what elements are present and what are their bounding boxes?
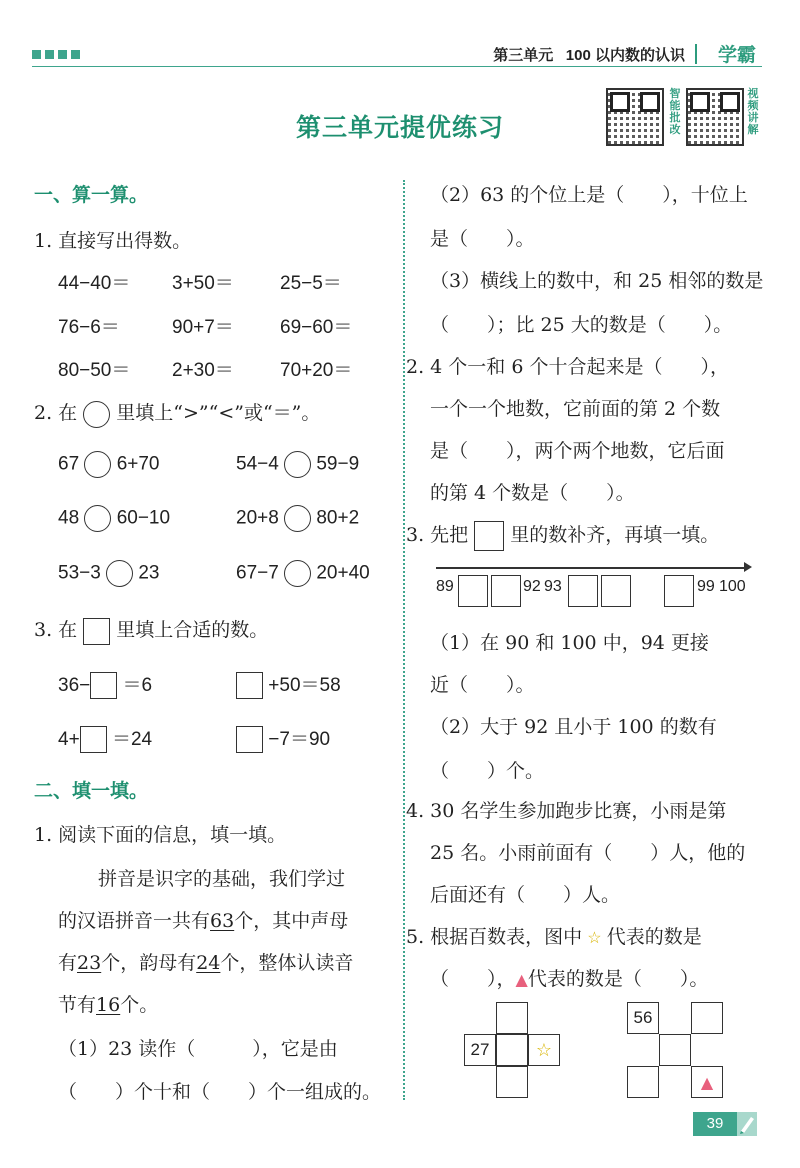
- grid-cell: [659, 1034, 691, 1066]
- header-square: [45, 50, 54, 59]
- q2-post: 里填上“>”“<”或“＝”。: [116, 402, 321, 424]
- grid-cell-label: 56: [627, 1002, 659, 1034]
- number-label: 92: [523, 578, 541, 595]
- grid-cell-label: 27: [464, 1034, 496, 1066]
- calc-item: 44−40＝: [58, 273, 131, 294]
- grid-cell: [627, 1066, 659, 1098]
- compare-item: 54−4 59−9: [236, 451, 359, 478]
- answer-box[interactable]: [236, 726, 263, 753]
- q5-line: （ ），▲代表的数是（ ）。: [430, 968, 709, 990]
- section-heading-1: 一、算一算。: [34, 185, 149, 206]
- sub-question: 近（ ）。: [430, 674, 535, 696]
- grid-cell: [496, 1002, 528, 1034]
- number-blank[interactable]: [601, 575, 631, 607]
- page-number: 39: [693, 1112, 737, 1136]
- qr-label-right: 视频讲解: [747, 88, 759, 136]
- q1-title: 1. 直接写出得数。: [34, 230, 192, 252]
- sub-question: （1）在 90 和 100 中，94 更接: [430, 632, 709, 654]
- q3-number-line-instruction: 3. 先把 里的数补齐，再填一填。: [406, 520, 719, 551]
- page-title: 第三单元提优练习: [295, 114, 504, 142]
- number-line: [436, 567, 748, 569]
- q4-line: 后面还有（ ）人。: [430, 884, 621, 906]
- section-heading-2: 二、填一填。: [34, 781, 149, 802]
- reading-line: 节有16个。: [58, 994, 159, 1016]
- q4-line: 4. 30 名学生参加跑步比赛，小雨是第: [406, 800, 727, 822]
- number-label: 100: [719, 578, 746, 595]
- star-icon: ☆: [535, 1039, 553, 1061]
- number-label: 93: [544, 578, 562, 595]
- triangle-icon: ▲: [700, 1072, 714, 1092]
- q3-pre: 3. 在: [34, 619, 78, 641]
- compare-item: 67 6+70: [58, 451, 160, 478]
- star-icon: ☆: [582, 928, 607, 947]
- reading-line: 拼音是识字的基础，我们学过: [98, 868, 346, 890]
- calc-item: 2+30＝: [172, 360, 234, 381]
- grid-cell: [496, 1066, 528, 1098]
- compare-circle-sample: [83, 401, 110, 428]
- q4-line: 25 名。小雨前面有（ ）人，他的: [430, 842, 746, 864]
- number-line-arrow: [744, 562, 752, 572]
- fill-item: 4+ ＝24: [58, 724, 152, 753]
- sub-question: （3）横线上的数中，和 25 相邻的数是: [430, 270, 764, 292]
- sub-question: 是（ ）。: [430, 228, 535, 250]
- compare-circle[interactable]: [84, 505, 111, 532]
- sub-question: （ ）个。: [430, 760, 545, 782]
- header-title: [493, 44, 685, 65]
- grid-cell-star[interactable]: [528, 1034, 560, 1066]
- header-unit: 第三单元: [493, 47, 554, 64]
- reading-line: 的汉语拼音一共有63个，其中声母: [58, 910, 349, 932]
- q2-line: 的第 4 个数是（ ）。: [430, 482, 635, 504]
- qr-label-left: 智能批改: [669, 88, 681, 136]
- calc-item: 69−60＝: [280, 317, 353, 338]
- answer-box[interactable]: [236, 672, 263, 699]
- header-square: [58, 50, 67, 59]
- compare-circle[interactable]: [106, 560, 133, 587]
- box-sample: [474, 521, 504, 551]
- q2-instruction: [34, 398, 320, 428]
- box-sample: [83, 618, 110, 645]
- qr-code-left[interactable]: [606, 88, 664, 146]
- answer-box[interactable]: [90, 672, 117, 699]
- fill-item: 36− ＝6: [58, 670, 152, 699]
- sub-question: （2）63 的个位上是（ ），十位上: [430, 184, 748, 206]
- q3-post: 里填上合适的数。: [116, 619, 269, 641]
- reading-line: 有23个，韵母有24个，整体认读音: [58, 952, 354, 974]
- grid-cell: [691, 1002, 723, 1034]
- header-square: [71, 50, 80, 59]
- number-blank[interactable]: [458, 575, 488, 607]
- number-blank[interactable]: [664, 575, 694, 607]
- calc-item: 76−6＝: [58, 317, 120, 338]
- header-square: [32, 50, 41, 59]
- grid-cell: [496, 1034, 528, 1066]
- sub-question: （2）大于 92 且小于 100 的数有: [430, 716, 717, 738]
- calc-item: 80−50＝: [58, 360, 131, 381]
- pencil-icon: [737, 1112, 757, 1136]
- compare-circle[interactable]: [84, 451, 111, 478]
- sub-question: （1）23 读作（ ），它是由: [58, 1038, 338, 1060]
- compare-item: 48 60−10: [58, 505, 170, 532]
- q2-pre: 2. 在: [34, 402, 78, 424]
- number-blank[interactable]: [491, 575, 521, 607]
- grid-cell-triangle[interactable]: [691, 1066, 723, 1098]
- sub-question: （ ）个十和（ ）个一组成的。: [58, 1081, 382, 1103]
- compare-item: 67−7 20+40: [236, 560, 370, 587]
- brand-logo: 学霸: [717, 45, 756, 66]
- answer-box[interactable]: [80, 726, 107, 753]
- header-topic: 100 以内数的认识: [565, 47, 685, 64]
- calc-item: 25−5＝: [280, 273, 342, 294]
- column-divider: [403, 180, 405, 1100]
- fill-item: −7＝90: [236, 724, 330, 753]
- number-label: 89: [436, 578, 454, 595]
- fill-item: +50＝58: [236, 670, 341, 699]
- reading-title: 1. 阅读下面的信息，填一填。: [34, 824, 287, 846]
- compare-item: 53−3 23: [58, 560, 160, 587]
- compare-circle[interactable]: [284, 560, 311, 587]
- qr-code-right[interactable]: [686, 88, 744, 146]
- q2-line: 2. 4 个一和 6 个十合起来是（ ），: [406, 356, 729, 378]
- compare-item: 20+8 80+2: [236, 505, 359, 532]
- q2-line: 一个一个地数，它前面的第 2 个数: [430, 398, 721, 420]
- header-divider: [695, 44, 697, 64]
- calc-item: 70+20＝: [280, 360, 353, 381]
- calc-item: 3+50＝: [172, 273, 234, 294]
- calc-item: 90+7＝: [172, 317, 234, 338]
- compare-circle[interactable]: [284, 451, 311, 478]
- q5-line: 5. 根据百数表，图中 ☆ 代表的数是: [406, 926, 702, 948]
- q3-instruction: [34, 615, 268, 645]
- q2-line: 是（ ），两个两个地数，它后面: [430, 440, 725, 462]
- compare-circle[interactable]: [284, 505, 311, 532]
- triangle-icon: ▲: [515, 970, 528, 989]
- number-label: 99: [697, 578, 715, 595]
- sub-question: （ ）；比 25 大的数是（ ）。: [430, 314, 733, 336]
- header-line: [32, 66, 762, 67]
- number-blank[interactable]: [568, 575, 598, 607]
